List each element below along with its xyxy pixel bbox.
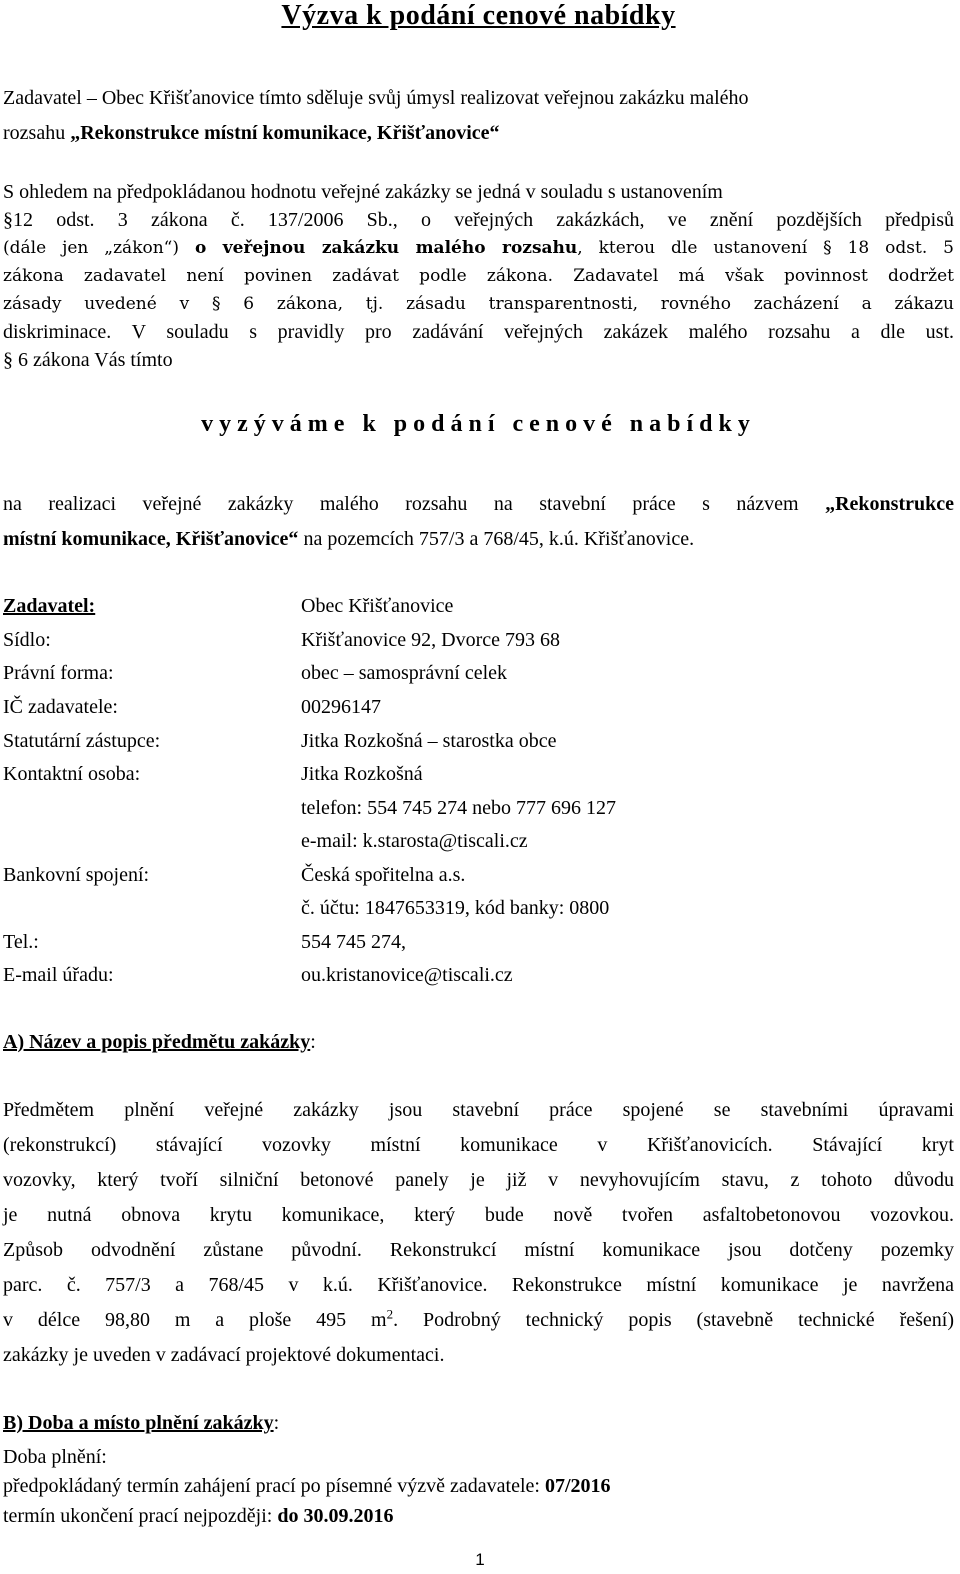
legal-line-4: zákona zadavatel není povinen zadávat podle zákona. Zadavatel má však povinnost dodržet [3,266,954,286]
contact-label: Právní forma: [3,662,114,684]
start-date: 07/2016 [544,1475,611,1497]
contact-value: 554 745 274, [301,931,406,953]
contact-row-telefon [3,796,954,822]
contact-value: Křišťanovice 92, Dvorce 793 68 [301,629,561,651]
section-b-colon: : [273,1412,280,1434]
contact-label: Statutární zástupce: [3,730,161,752]
realizace-project-b: místní komunikace, Křišťanovice“ [3,528,299,550]
section-a-title: A) Název a popis předmětu zakázky [3,1031,311,1053]
legal-line-3 [3,236,954,261]
contact-label: Tel.: [3,931,39,953]
section-b-start [3,1474,954,1499]
contact-label: E-mail úřadu: [3,964,114,986]
contact-row-zadavatel [3,594,954,620]
section-a-line-2: (rekonstrukcí) stávající vozovky místní komunikace v Křišťanovicích. Stávající kryt [3,1134,954,1156]
contact-label: Kontaktní osoba: [3,763,141,785]
end-label: termín ukončení prací nejpozději: [3,1505,278,1527]
legal-line-2: §12 odst. 3 zákona č. 137/2006 Sb., o veřejných zakázkách, ve znění pozdějších předpisů [3,209,954,231]
legal-line-3b: , kterou dle ustanovení § 18 odst. 5 [577,238,954,258]
document-title: Výzva k podání cenové nabídky [281,0,676,31]
section-a-line-5: Způsob odvodnění zůstane původní. Rekonstrukcí místní komunikace jsou dotčeny pozemky [3,1239,954,1261]
section-a-area: v délce 98,80 m a ploše 495 m [3,1309,387,1331]
contact-value: Česká spořitelna a.s. [301,864,466,886]
section-a-tech: . Podrobný technický popis (stavebně technické řešení) [393,1309,954,1331]
legal-line-5: zásady uvedené v § 6 zákona, tj. zásadu transparentnosti, rovného zacházení a zákazu [3,294,954,314]
superscript-2: 2 [386,1306,394,1322]
realizace-line-1 [3,492,954,517]
legal-line-3-bold: o veřejnou zakázku malého rozsahu [194,238,578,258]
contact-label: Sídlo: [3,629,51,651]
section-b-heading [3,1411,954,1436]
contact-email: e-mail: k.starosta@tiscali.cz [301,830,528,852]
contact-phone: telefon: 554 745 274 nebo 777 696 127 [301,797,616,819]
contact-row-email [3,829,954,855]
contact-row-statutar [3,729,954,755]
section-a-colon: : [310,1031,316,1053]
intro-line-1: Zadavatel – Obec Křišťanovice tímto sděluje svůj úmysl realizovat veřejnou zakázku malého [3,87,749,109]
realizace-text: na realizaci veřejné zakázky malého rozsahu na stavební práce s názvem [3,493,826,515]
intro-prefix: rozsahu [3,122,71,144]
contact-row-ucet [3,896,954,922]
contact-row-pravni-forma [3,661,954,687]
end-date: do 30.09.2016 [277,1505,394,1527]
contact-row-sidlo [3,628,954,654]
section-a-line-6: parc. č. 757/3 a 768/45 v k.ú. Křišťanovice. Rekonstrukce místní komunikace je navržena [3,1274,954,1296]
realizace-project-a: „Rekonstrukce [825,493,954,515]
contact-value: Jitka Rozkošná [301,763,423,785]
contact-value: ou.kristanovice@tiscali.cz [301,964,513,986]
section-a-line-3: vozovky, který tvoří silniční betonové panely je již v nevyhovujícím stavu, z tohoto důvodu [3,1169,954,1191]
legal-line-6: diskriminace. V souladu s pravidly pro zadávání veřejných zakázek malého rozsahu a dle ust. [3,321,954,343]
section-b-doba: Doba plnění: [3,1446,107,1468]
realizace-plots: na pozemcích 757/3 a 768/45, k.ú. Křišťanovice. [298,528,695,550]
contact-label: IČ zadavatele: [3,696,118,718]
realizace-line-2 [3,527,954,552]
start-label: předpokládaný termín zahájení prací po písemné výzvě zadavatele: [3,1475,545,1497]
contact-value: 00296147 [301,696,381,718]
legal-line-1: S ohledem na předpokládanou hodnotu veřejné zakázky se jedná v souladu s ustanovením [3,181,723,203]
project-name: „Rekonstrukce místní komunikace, Křišťanovice“ [70,122,500,144]
intro-line-2 [3,121,954,146]
section-b-end [3,1504,954,1529]
contact-row-ico [3,695,954,721]
section-a-line-8: zakázky je uveden v zadávací projektové dokumentaci. [3,1344,445,1366]
legal-line-3a: (dále jen „zákon“) [3,238,195,258]
legal-line-7: § 6 zákona Vás tímto [3,349,173,371]
contact-value: Obec Křišťanovice [301,595,454,617]
contact-label: Bankovní spojení: [3,864,150,886]
section-a-heading [3,1030,954,1055]
section-b-title: B) Doba a místo plnění zakázky [3,1412,274,1434]
contact-account: č. účtu: 1847653319, kód banky: 0800 [301,897,610,919]
contact-row-tel [3,930,954,956]
contact-row-banka [3,863,954,889]
section-a-line-7 [3,1308,954,1333]
section-a-line-1: Předmětem plnění veřejné zakázky jsou stavební práce spojené se stavebními úpravami [3,1099,954,1121]
call-to-bid: vyzýváme k podání cenové nabídky [201,411,756,437]
contact-row-kontakt [3,762,954,788]
contact-value: Jitka Rozkošná – starostka obce [301,730,557,752]
contact-label: Zadavatel: [3,595,96,617]
contact-value: obec – samosprávní celek [301,662,508,684]
contact-row-email-uradu [3,963,954,989]
page-number: 1 [475,1550,485,1569]
section-a-line-4: je nutná obnova krytu komunikace, který bude nově tvořen asfaltobetonovou vozovkou. [3,1204,954,1226]
